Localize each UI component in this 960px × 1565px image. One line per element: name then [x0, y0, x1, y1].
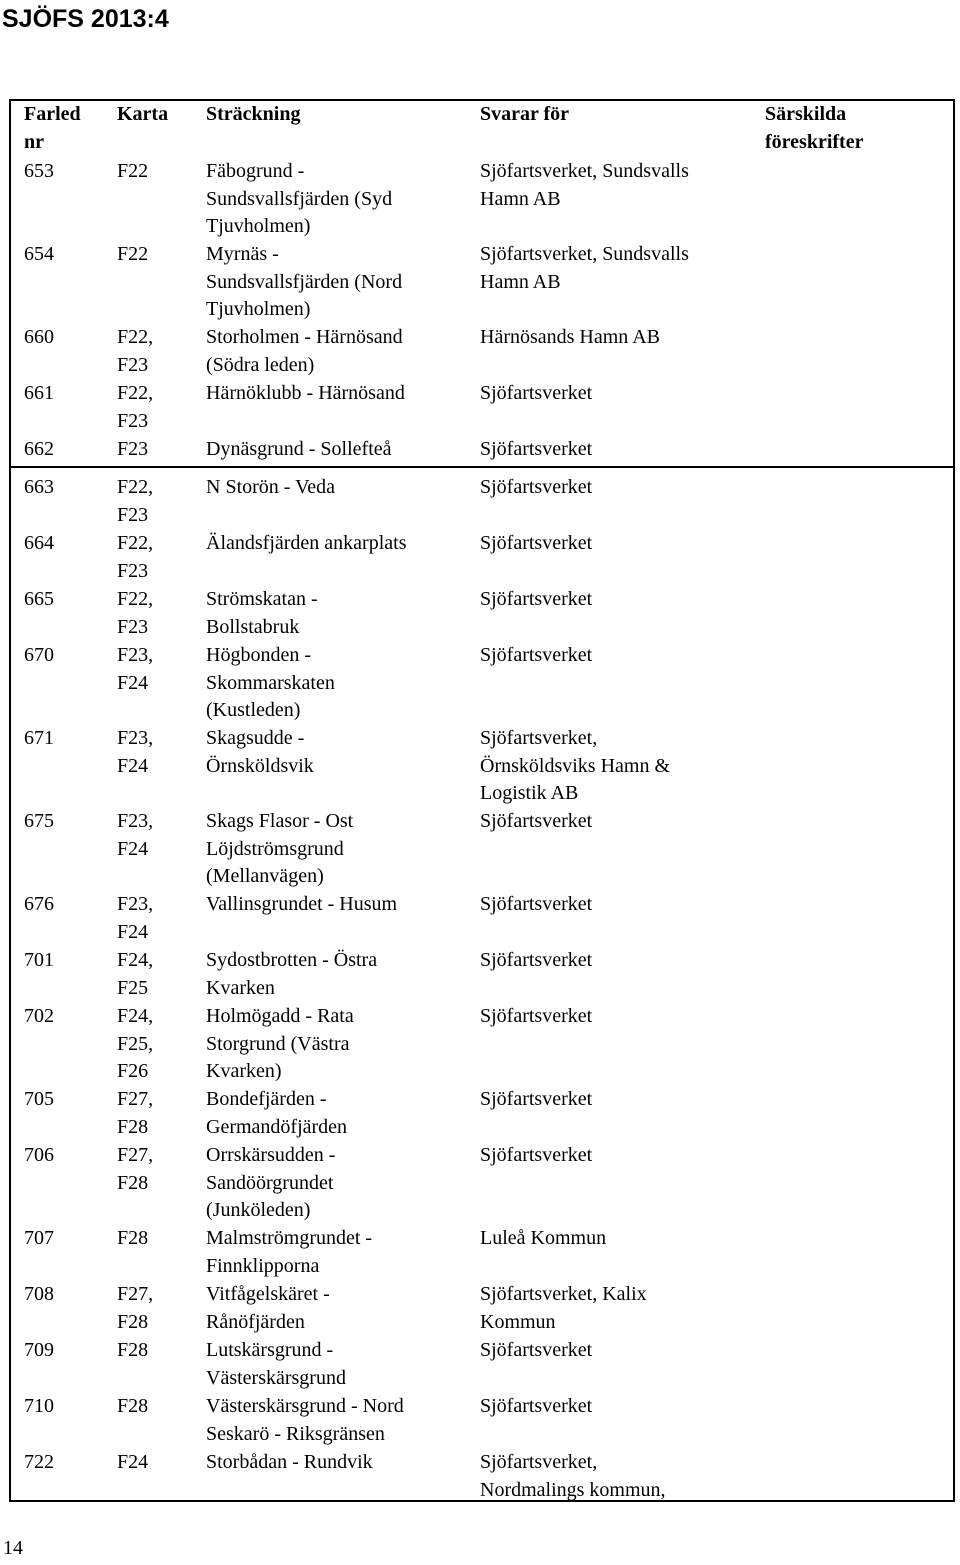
table-row — [11, 891, 953, 947]
strackning-line: Fäbogrund - — [206, 160, 305, 182]
strackning-line: Tjuvholmen) — [206, 215, 311, 237]
strackning — [206, 530, 406, 558]
svarar-for — [480, 436, 592, 464]
svarar-for — [480, 808, 592, 836]
table-row — [11, 586, 953, 642]
karta — [117, 1281, 153, 1336]
strackning — [206, 891, 397, 919]
karta — [117, 1003, 153, 1086]
table-row — [11, 1281, 953, 1337]
svarar-for — [480, 474, 592, 502]
strackning-line: (Junköleden) — [206, 1199, 311, 1221]
svarar-for — [480, 1086, 592, 1114]
farled-nr: 663 — [24, 476, 54, 498]
strackning-line: Högbonden - — [206, 644, 311, 666]
karta-line: F23, — [117, 810, 154, 832]
svarar-line: Sjöfartsverket, — [480, 1451, 598, 1473]
karta-line: F27, — [117, 1144, 154, 1166]
strackning — [206, 947, 377, 1002]
karta-line: F24 — [117, 671, 149, 694]
farled-nr: 705 — [24, 1088, 54, 1110]
strackning — [206, 1086, 347, 1141]
column-header-sarskilda — [765, 101, 863, 156]
column-header-text: Farled — [24, 103, 81, 125]
karta-line: F28 — [117, 1310, 149, 1333]
karta-line: F28 — [117, 1171, 149, 1194]
svarar-line: Hamn AB — [480, 187, 561, 210]
karta-line: F28 — [117, 1339, 149, 1361]
farled-nr: 722 — [24, 1451, 54, 1473]
svarar-line: Sjöfartsverket, — [480, 727, 598, 749]
farled-nr: 702 — [24, 1005, 54, 1027]
strackning-line: Västerskärsgrund — [206, 1366, 346, 1389]
svarar-for — [480, 947, 592, 975]
karta-line: F23, — [117, 893, 154, 915]
column-header-strackning: Sträckning — [206, 103, 301, 125]
strackning-line: Germandöfjärden — [206, 1115, 348, 1138]
karta-line: F24 — [117, 920, 149, 943]
karta — [117, 586, 153, 641]
karta-line: F24, — [117, 949, 154, 971]
table-row — [11, 947, 953, 1003]
svarar-for — [480, 1449, 666, 1504]
svarar-line: Sjöfartsverket — [480, 438, 593, 460]
karta-line: F26 — [117, 1060, 149, 1082]
table-row — [11, 1337, 953, 1393]
svarar-line: Örnsköldsviks Hamn & — [480, 754, 670, 777]
farled-nr: 653 — [24, 160, 54, 182]
document-header: SJÖFS 2013:4 — [2, 5, 169, 33]
svarar-for — [480, 1142, 592, 1170]
farled-nr: 710 — [24, 1395, 54, 1417]
svarar-for — [480, 891, 592, 919]
svarar-for — [480, 530, 592, 558]
svarar-line: Sjöfartsverket — [480, 1088, 593, 1110]
strackning — [206, 1003, 354, 1086]
strackning — [206, 474, 335, 502]
karta-line: F25 — [117, 976, 149, 999]
svarar-for — [480, 642, 592, 670]
karta-line: F22, — [117, 588, 154, 610]
svarar-line: Sjöfartsverket — [480, 1005, 593, 1027]
farled-nr: 701 — [24, 949, 54, 971]
farled-nr: 662 — [24, 438, 54, 460]
karta — [117, 1225, 148, 1253]
svarar-line: Hamn AB — [480, 270, 561, 293]
table-row — [11, 436, 953, 464]
table-block-bottom — [11, 474, 953, 1505]
strackning-line: N Storön - Veda — [206, 476, 336, 498]
strackning — [206, 1449, 373, 1477]
table-row — [11, 324, 953, 380]
strackning-line: Vallinsgrundet - Husum — [206, 893, 398, 915]
column-header-svarar: Svarar för — [480, 103, 570, 125]
karta — [117, 1142, 153, 1197]
karta — [117, 1086, 153, 1141]
svarar-for — [480, 1281, 647, 1336]
farled-nr: 665 — [24, 588, 54, 610]
karta — [117, 947, 153, 1002]
karta-line: F23 — [117, 353, 149, 376]
karta-line: F23, — [117, 727, 154, 749]
svarar-line: Sjöfartsverket — [480, 1144, 593, 1166]
strackning-line: Storgrund (Västra — [206, 1032, 350, 1055]
karta-line: F23 — [117, 503, 149, 526]
svarar-line: Kommun — [480, 1310, 556, 1333]
strackning-line: Bondefjärden - — [206, 1088, 327, 1110]
strackning-line: Myrnäs - — [206, 243, 279, 265]
table-row — [11, 474, 953, 530]
table-row — [11, 158, 953, 241]
karta — [117, 530, 153, 585]
svarar-line: Nordmalings kommun, — [480, 1478, 666, 1501]
karta-line: F24 — [117, 1451, 149, 1473]
strackning — [206, 241, 402, 324]
karta-line: F24 — [117, 754, 149, 777]
karta-line: F24 — [117, 837, 149, 860]
karta — [117, 725, 153, 780]
strackning-line: Älandsfjärden ankarplats — [206, 532, 407, 554]
strackning-line: Bollstabruk — [206, 615, 300, 638]
karta-line: F22 — [117, 160, 149, 182]
svarar-for — [480, 1225, 606, 1253]
table-row — [11, 1003, 953, 1086]
column-header-text: föreskrifter — [765, 130, 864, 153]
farled-nr: 675 — [24, 810, 54, 832]
strackning-line: (Mellanvägen) — [206, 865, 324, 887]
svarar-line: Luleå Kommun — [480, 1227, 607, 1249]
karta-line: F22 — [117, 243, 149, 265]
svarar-line: Logistik AB — [480, 782, 579, 804]
karta-line: F28 — [117, 1227, 149, 1249]
column-header-karta: Karta — [117, 103, 169, 125]
strackning-line: Västerskärsgrund - Nord — [206, 1395, 404, 1417]
table-divider — [9, 466, 955, 468]
farled-nr: 676 — [24, 893, 54, 915]
column-header-farled-nr — [24, 101, 81, 156]
farled-nr: 708 — [24, 1283, 54, 1305]
farled-nr: 661 — [24, 382, 54, 404]
karta — [117, 891, 153, 946]
page-number: 14 — [3, 1537, 23, 1559]
strackning-line: Löjdströmsgrund — [206, 837, 344, 860]
table-header-row — [11, 101, 953, 158]
strackning-line: Sundsvallsfjärden (Syd — [206, 187, 393, 210]
strackning-line: Skags Flasor - Ost — [206, 810, 354, 832]
svarar-for — [480, 1393, 592, 1421]
table-row — [11, 1225, 953, 1281]
farled-nr: 706 — [24, 1144, 54, 1166]
svarar-line: Sjöfartsverket, Kalix — [480, 1283, 647, 1305]
svarar-for — [480, 324, 660, 352]
karta-line: F28 — [117, 1115, 149, 1138]
strackning — [206, 158, 392, 241]
strackning — [206, 1337, 346, 1392]
strackning-line: Malmströmgrundet - — [206, 1227, 373, 1249]
svarar-for — [480, 1337, 592, 1365]
svarar-line: Sjöfartsverket — [480, 949, 593, 971]
karta-line: F22, — [117, 326, 154, 348]
strackning-line: Storbådan - Rundvik — [206, 1451, 373, 1473]
farled-nr: 709 — [24, 1339, 54, 1361]
karta-line: F23 — [117, 438, 149, 460]
karta-line: F22, — [117, 532, 154, 554]
karta — [117, 474, 153, 529]
strackning — [206, 436, 392, 464]
svarar-line: Sjöfartsverket, Sundsvalls — [480, 160, 689, 182]
strackning — [206, 642, 335, 725]
karta-line: F23 — [117, 615, 149, 638]
strackning-line: Härnöklubb - Härnösand — [206, 382, 405, 404]
svarar-line: Sjöfartsverket — [480, 1395, 593, 1417]
karta-line: F22, — [117, 476, 154, 498]
karta-line: F28 — [117, 1395, 149, 1417]
strackning-line: Seskarö - Riksgränsen — [206, 1422, 385, 1445]
strackning-line: Dynäsgrund - Sollefteå — [206, 438, 392, 460]
svarar-line: Sjöfartsverket, Sundsvalls — [480, 243, 689, 265]
strackning — [206, 586, 318, 641]
svarar-line: Sjöfartsverket — [480, 476, 593, 498]
karta — [117, 436, 148, 464]
karta — [117, 380, 153, 435]
svarar-line: Sjöfartsverket — [480, 1339, 593, 1361]
svarar-for — [480, 241, 689, 296]
karta — [117, 324, 153, 379]
karta-line: F27, — [117, 1283, 154, 1305]
karta — [117, 1449, 148, 1477]
karta-line: F24, — [117, 1005, 154, 1027]
svarar-line: Sjöfartsverket — [480, 588, 593, 610]
table-row — [11, 1086, 953, 1142]
strackning — [206, 1393, 404, 1448]
column-header-text: nr — [24, 130, 44, 153]
strackning-line: Örnsköldsvik — [206, 754, 314, 777]
karta — [117, 1337, 148, 1365]
table-row — [11, 1142, 953, 1225]
table-row — [11, 642, 953, 725]
strackning-line: Orrskärsudden - — [206, 1144, 336, 1166]
strackning — [206, 1281, 330, 1336]
svarar-line: Sjöfartsverket — [480, 810, 593, 832]
table-row — [11, 1449, 953, 1505]
farled-nr: 660 — [24, 326, 54, 348]
table-row — [11, 725, 953, 808]
farled-nr: 664 — [24, 532, 54, 554]
svarar-line: Sjöfartsverket — [480, 893, 593, 915]
strackning-line: Kvarken) — [206, 1060, 282, 1082]
table-row — [11, 380, 953, 436]
strackning-line: Holmögadd - Rata — [206, 1005, 354, 1027]
svarar-line: Härnösands Hamn AB — [480, 326, 660, 348]
karta — [117, 808, 153, 863]
strackning — [206, 1225, 372, 1280]
farled-nr: 671 — [24, 727, 54, 749]
strackning-line: Vitfågelskäret - — [206, 1283, 330, 1305]
karta-line: F22, — [117, 382, 154, 404]
strackning-line: Tjuvholmen) — [206, 298, 311, 320]
farled-nr: 670 — [24, 644, 54, 666]
table-block-top — [11, 101, 953, 464]
svarar-for — [480, 158, 689, 213]
strackning-line: Kvarken — [206, 976, 275, 999]
karta-line: F25, — [117, 1032, 154, 1055]
strackning-line: Sandöörgrundet — [206, 1171, 334, 1194]
strackning-line: Lutskärsgrund - — [206, 1339, 334, 1361]
strackning-line: Storholmen - Härnösand — [206, 326, 403, 348]
table-row — [11, 808, 953, 891]
karta-line: F23 — [117, 409, 149, 432]
karta — [117, 241, 148, 269]
svarar-line: Sjöfartsverket — [480, 382, 593, 404]
strackning — [206, 1142, 335, 1225]
strackning-line: (Södra leden) — [206, 353, 315, 376]
svarar-for — [480, 725, 670, 808]
strackning-line: Strömskatan - — [206, 588, 318, 610]
strackning — [206, 808, 353, 891]
karta — [117, 158, 148, 186]
karta-line: F23 — [117, 559, 149, 582]
strackning-line: Sydostbrotten - Östra — [206, 949, 378, 971]
strackning-line: Skommarskaten — [206, 671, 335, 694]
strackning-line: Skagsudde - — [206, 727, 305, 749]
svarar-for — [480, 586, 592, 614]
table-row — [11, 241, 953, 324]
strackning-line: Finnklipporna — [206, 1254, 320, 1277]
farled-nr: 707 — [24, 1227, 54, 1249]
table-row — [11, 1393, 953, 1449]
karta — [117, 642, 153, 697]
strackning — [206, 725, 314, 780]
strackning-line: Sundsvallsfjärden (Nord — [206, 270, 403, 293]
karta-line: F23, — [117, 644, 154, 666]
karta — [117, 1393, 148, 1421]
strackning-line: Rånöfjärden — [206, 1310, 305, 1333]
strackning-line: (Kustleden) — [206, 699, 301, 721]
svarar-line: Sjöfartsverket — [480, 532, 593, 554]
svarar-for — [480, 1003, 592, 1031]
svarar-line: Sjöfartsverket — [480, 644, 593, 666]
column-header-text: Särskilda — [765, 103, 847, 125]
table-row — [11, 530, 953, 586]
karta-line: F27, — [117, 1088, 154, 1110]
strackning — [206, 324, 403, 379]
farled-nr: 654 — [24, 243, 54, 265]
svarar-for — [480, 380, 592, 408]
strackning — [206, 380, 405, 408]
